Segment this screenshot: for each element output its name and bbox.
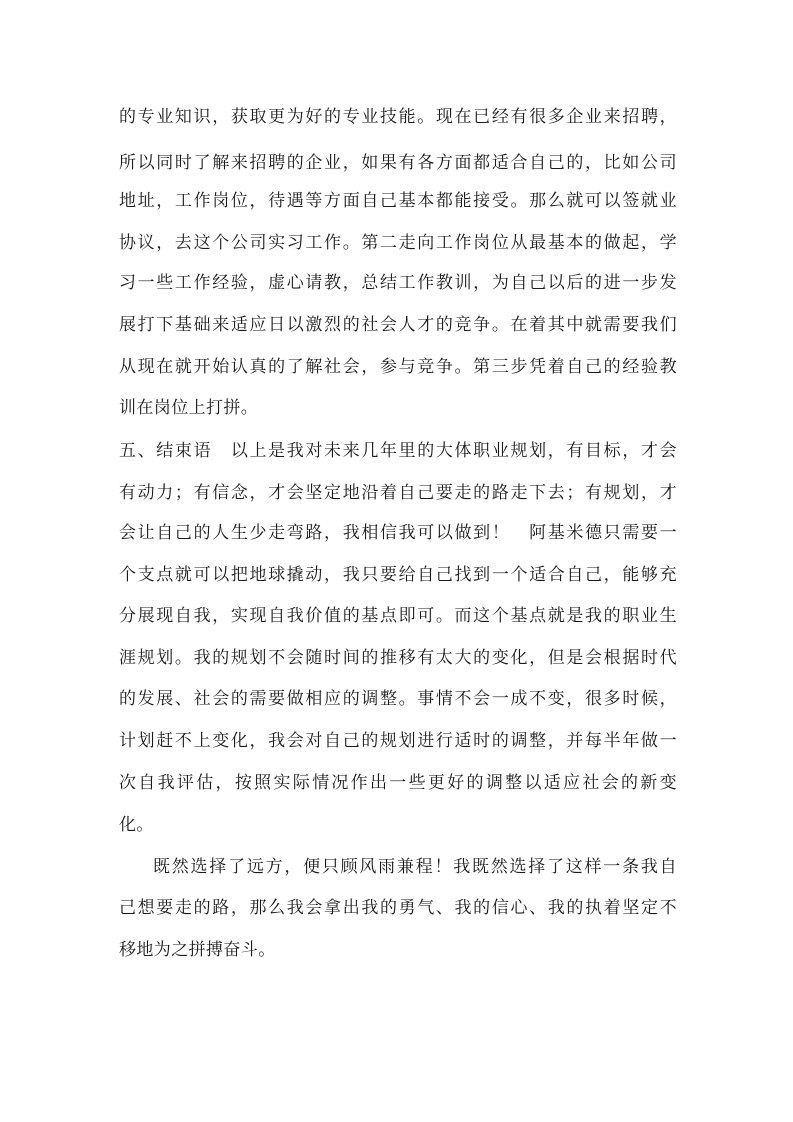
text-line: 次自我评估，按照实际情况作出一些更好的调整以适应社会的新变 (119, 773, 677, 793)
text-line: 地址，工作岗位，待遇等方面自己基本都能接受。那么就可以签就业 (119, 191, 677, 211)
text-line: 所以同时了解来招聘的企业，如果有各方面都适合自己的，比如公司 (119, 153, 677, 173)
text-line: 个支点就可以把地球撬动，我只要给自己找到一个适合自己，能够充 (119, 565, 677, 585)
text-line: 展打下基础来适应日以激烈的社会人才的竞争。在着其中就需要我们 (119, 315, 677, 335)
section-heading-line: 五、结束语 以上是我对未来几年里的大体职业规划，有目标，才会 (119, 441, 677, 461)
text-line: 计划赶不上变化，我会对自己的规划进行适时的调整，并每半年做一 (119, 731, 677, 751)
text-line: 移地为之拼搏奋斗。 (119, 940, 276, 960)
text-line: 协议，去这个公司实习工作。第二走向工作岗位从最基本的做起，学 (119, 233, 677, 253)
text-line: 分展现自我，实现自我价值的基点即可。而这个基点就是我的职业生 (119, 606, 677, 626)
text-line: 的发展、社会的需要做相应的调整。事情不会一成不变，很多时候， (119, 689, 677, 709)
text-line: 会让自己的人生少走弯路，我相信我可以做到！ 阿基米德只需要一 (119, 523, 677, 543)
text-line: 习一些工作经验，虚心请教，总结工作教训，为自己以后的进一步发 (119, 273, 677, 293)
text-line: 的专业知识，获取更为好的专业技能。现在已经有很多企业来招聘， (119, 107, 677, 127)
text-line: 有动力；有信念，才会坚定地沿着自己要走的路走下去；有规划，才 (119, 483, 677, 503)
text-line: 化。 (119, 815, 154, 835)
text-line: 从现在就开始认真的了解社会，参与竞争。第三步凭着自己的经验教 (119, 357, 677, 377)
text-line: 既然选择了远方，便只顾风雨兼程！我既然选择了这样一条我自 (153, 857, 677, 877)
text-line: 涯规划。我的规划不会随时间的推移有太大的变化，但是会根据时代 (119, 648, 677, 668)
text-line: 训在岗位上打拼。 (119, 398, 259, 418)
text-line: 己想要走的路，那么我会拿出我的勇气、我的信心、我的执着坚定不 (119, 898, 677, 918)
